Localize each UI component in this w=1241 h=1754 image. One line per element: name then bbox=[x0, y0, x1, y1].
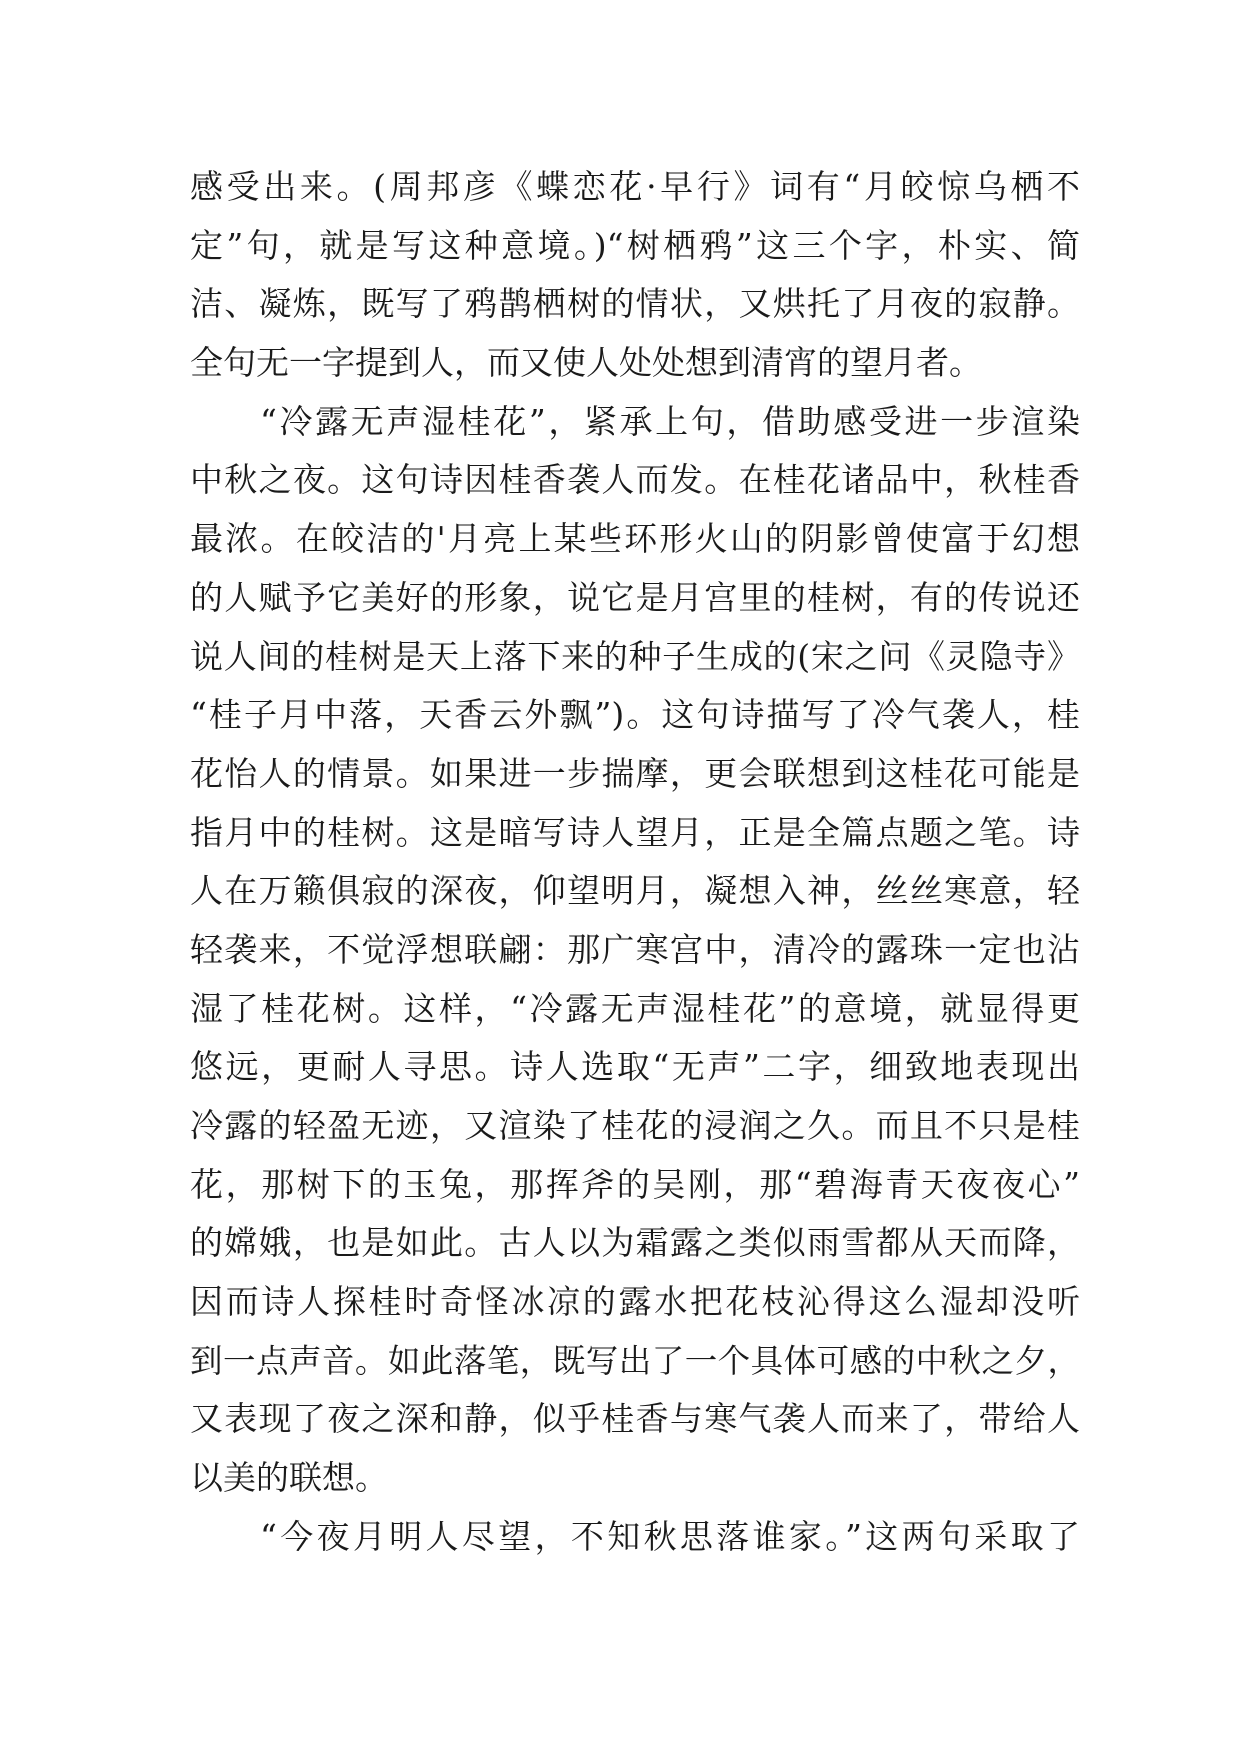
text-line: 花，那树下的玉兔，那挥斧的吴刚，那“碧海青天夜夜心” bbox=[190, 1164, 1080, 1204]
text-line: 到一点声音。如此落笔，既写出了一个具体可感的中秋之夕， bbox=[190, 1341, 1080, 1380]
text-line: 洁、凝炼，既写了鸦鹊栖树的情状，又烘托了月夜的寂静。 bbox=[190, 284, 1080, 324]
text-line: 的人赋予它美好的形象，说它是月宫里的桂树，有的传说还 bbox=[190, 577, 1080, 617]
text-line: “今夜月明人尽望，不知秋思落谁家。”这两句采取了 bbox=[260, 1516, 1080, 1556]
text-line: 感受出来。(周邦彦《蝶恋花·早行》词有“月皎惊乌栖不 bbox=[190, 167, 1080, 206]
text-line: 中秋之夜。这句诗因桂香袭人而发。在桂花诸品中，秋桂香 bbox=[190, 460, 1080, 500]
text-line: 花怡人的情景。如果进一步揣摩，更会联想到这桂花可能是 bbox=[190, 753, 1080, 793]
text-line: 定”句，就是写这种意境。)“树栖鸦”这三个字，朴实、简 bbox=[190, 225, 1080, 265]
text-line: 以美的联想。 bbox=[190, 1458, 388, 1498]
text-line: 人在万籁俱寂的深夜，仰望明月，凝想入神，丝丝寒意，轻 bbox=[190, 871, 1080, 911]
text-line: “冷露无声湿桂花”，紧承上句，借助感受进一步渲染 bbox=[260, 401, 1080, 441]
text-line: 说人间的桂树是天上落下来的种子生成的(宋之问《灵隐寺》 bbox=[190, 636, 1080, 676]
text-line: 悠远，更耐人寻思。诗人选取“无声”二字，细致地表现出 bbox=[190, 1047, 1080, 1087]
text-line: 冷露的轻盈无迹，又渲染了桂花的浸润之久。而且不只是桂 bbox=[190, 1106, 1080, 1145]
text-line: 因而诗人探桂时奇怪冰凉的露水把花枝沁得这么湿却没听 bbox=[190, 1282, 1080, 1322]
text-line: 最浓。在皎洁的'月亮上某些环形火山的阴影曾使富于幻想 bbox=[190, 519, 1080, 559]
text-line: 轻袭来，不觉浮想联翩：那广寒宫中，清冷的露珠一定也沾 bbox=[190, 929, 1080, 969]
text-line: “桂子月中落，天香云外飘”)。这句诗描写了冷气袭人，桂 bbox=[190, 695, 1080, 735]
text-line: 湿了桂花树。这样，“冷露无声湿桂花”的意境，就显得更 bbox=[190, 988, 1080, 1028]
text-line: 指月中的桂树。这是暗写诗人望月，正是全篇点题之笔。诗 bbox=[190, 812, 1080, 852]
text-line: 又表现了夜之深和静，似乎桂香与寒气袭人而来了，带给人 bbox=[190, 1399, 1080, 1439]
text-line: 全句无一字提到人，而又使人处处想到清宵的望月者。 bbox=[190, 343, 982, 383]
article-body bbox=[190, 158, 1080, 1567]
text-line: 的嫦娥，也是如此。古人以为霜露之类似雨雪都从天而降， bbox=[190, 1223, 1080, 1263]
